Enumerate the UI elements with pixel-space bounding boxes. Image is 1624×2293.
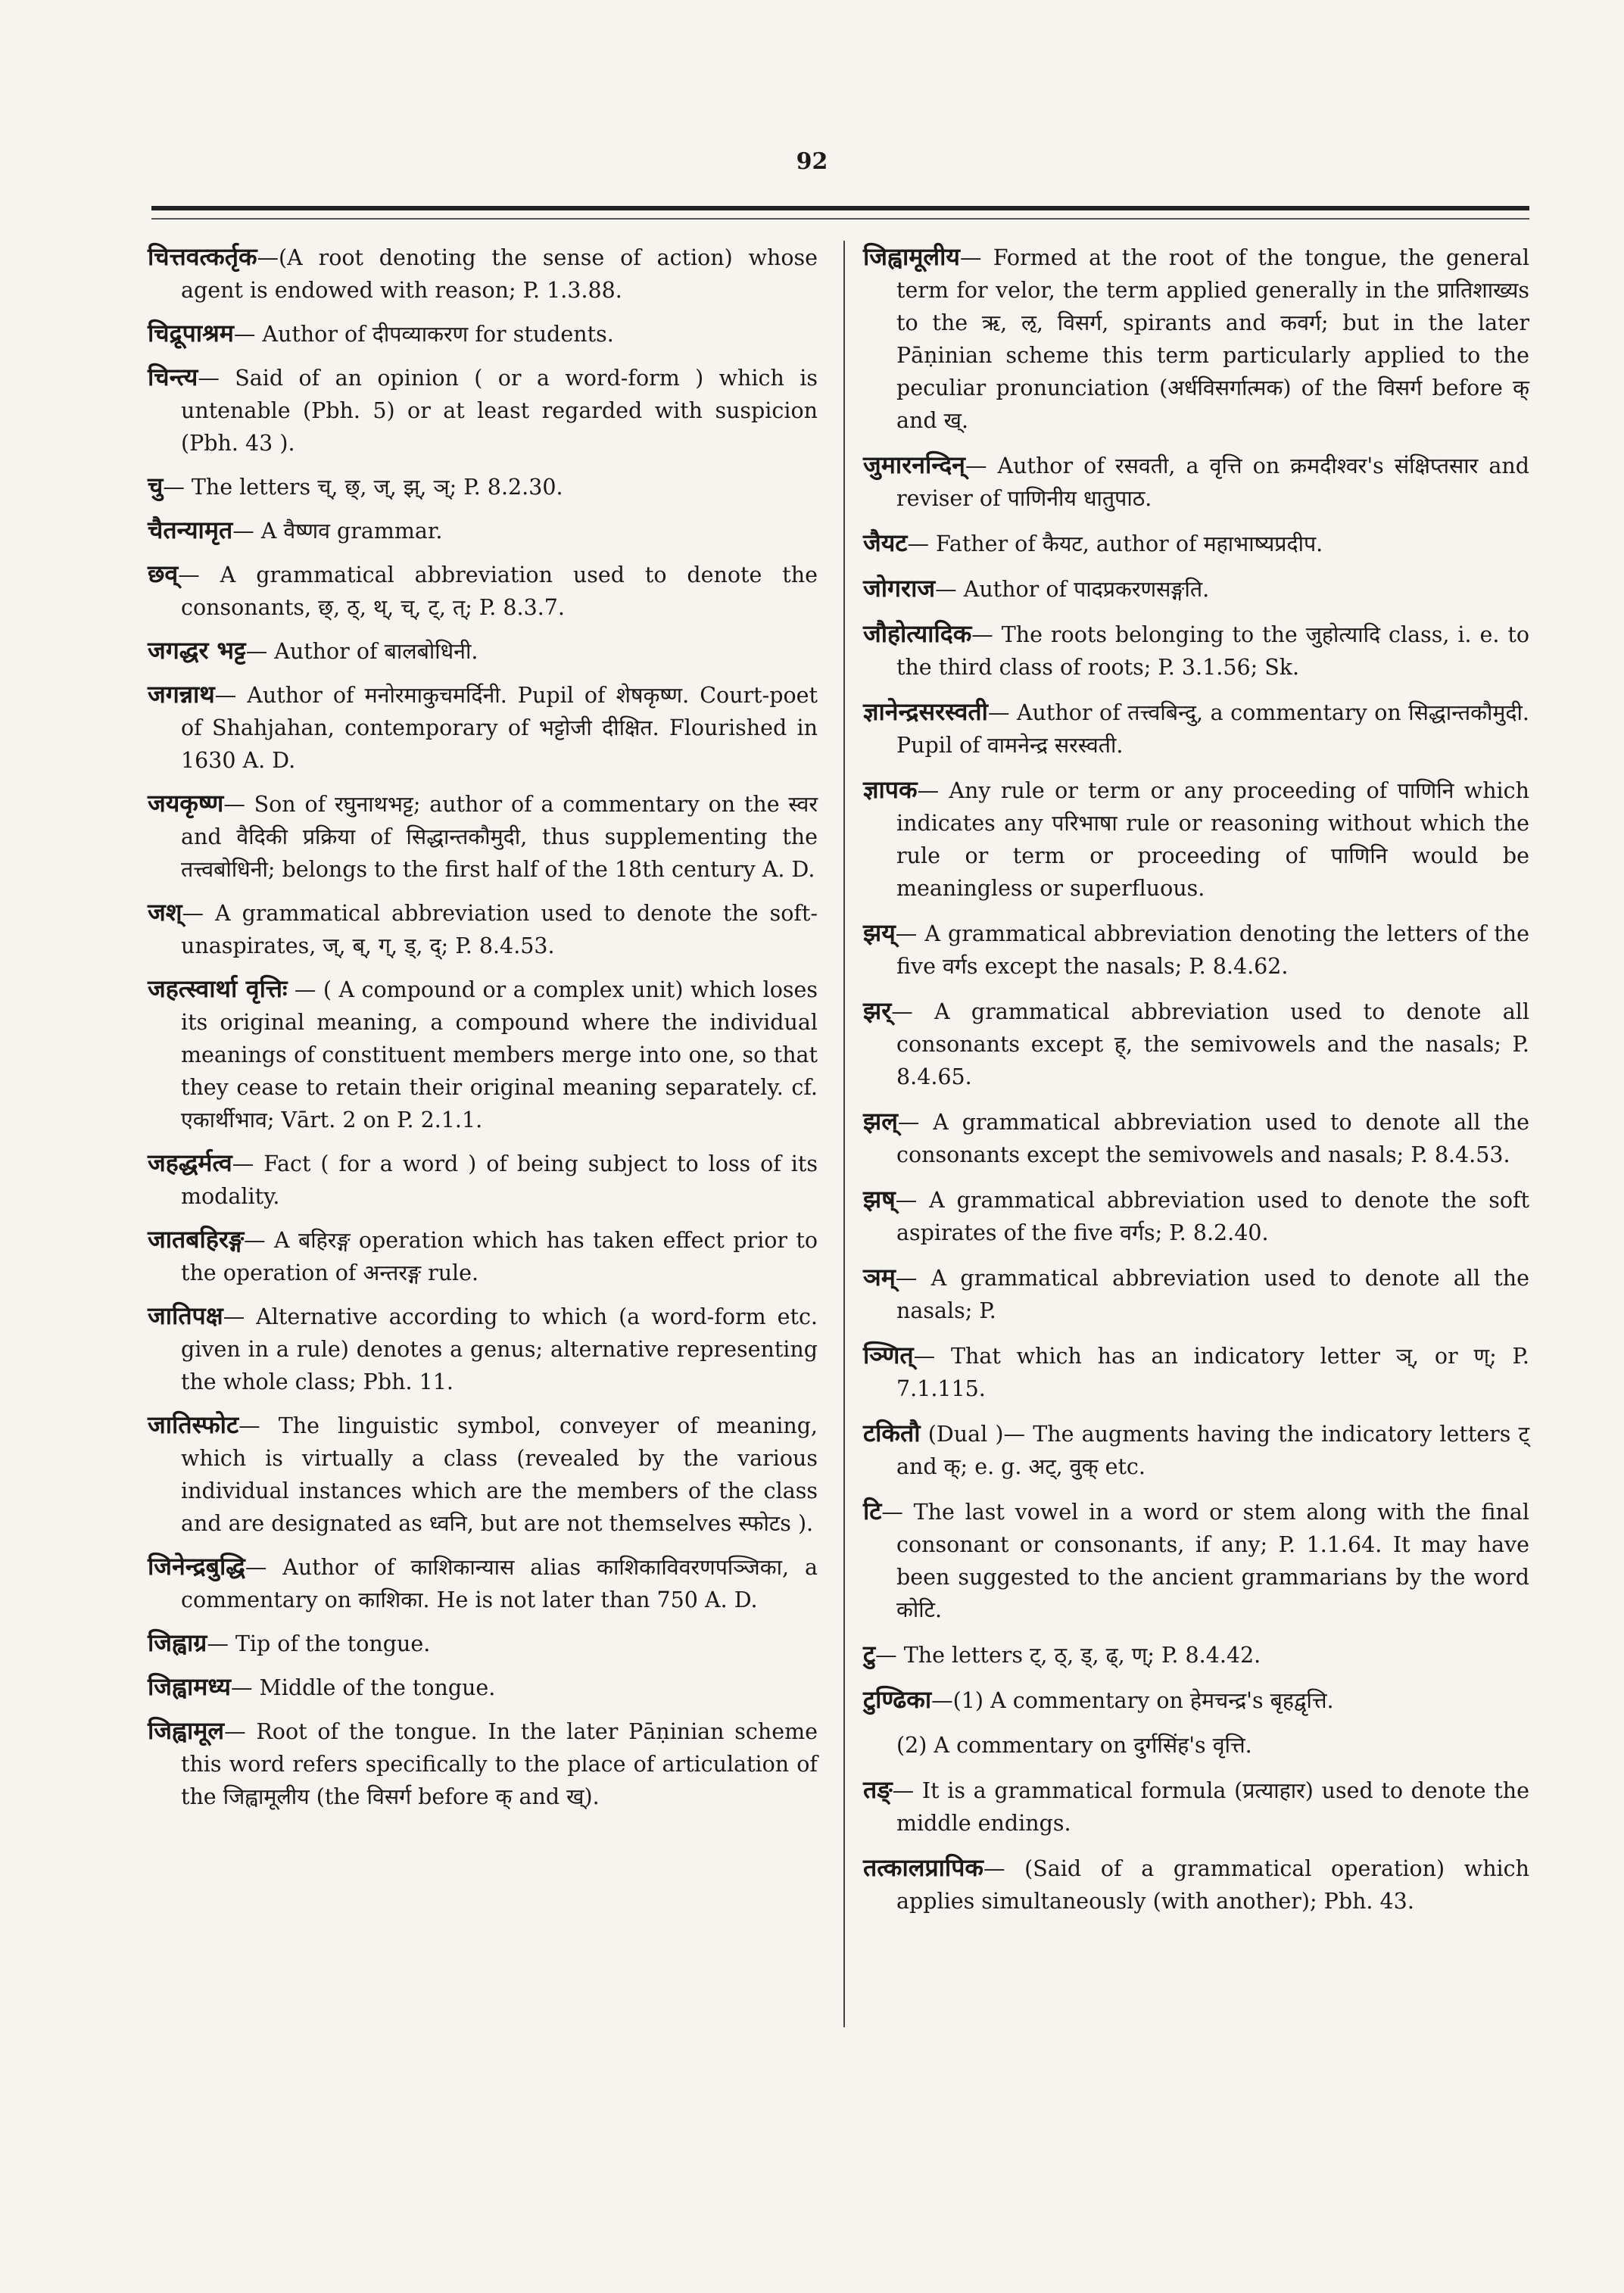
entry-definition: — The letters ट्, ठ्, ड्, ढ्, ण्; P. 8.4.42. (875, 1643, 1261, 1668)
header-rule-thick (151, 206, 1529, 210)
dictionary-entry (863, 1339, 1529, 1405)
entry-headword: जैयट (863, 528, 908, 557)
entry-headword: जगद्धर भट्ट (148, 636, 246, 665)
entry-definition: — A grammatical abbreviation used to denote all the consonants except the semivowels and nasals; P. 8.4.53. (896, 1110, 1529, 1167)
entry-definition: — Any rule or term or any proceeding of पाणिनि which indicates any परिभाषा rule or reasoning without which the rule or term or proceeding of पाणिनि would be meaningless or superfluous. (896, 778, 1529, 901)
entry-headword: टु (863, 1640, 876, 1668)
entry-headword: जातिपक्ष (148, 1301, 223, 1330)
entry-definition: — Author of पादप्रकरणसङ्गति. (935, 577, 1210, 602)
entry-headword: तङ् (863, 1775, 893, 1804)
entry-headword: टि (863, 1497, 882, 1525)
dictionary-entry (148, 1409, 818, 1540)
entry-headword: जहद्धर्मत्व (148, 1148, 232, 1177)
entry-definition: — The letters च्, छ्, ज्, झ्, ञ्; P. 8.2.30. (163, 475, 563, 500)
entry-headword: जिनेन्द्रबुद्धि (148, 1552, 245, 1581)
entry-definition: — Root of the tongue. In the later Pāṇinian scheme this word refers specifically to the place of articulation of the जिह्वामूलीय (the विसर्ग before क् and ख्). (181, 1719, 818, 1809)
entry-headword: तत्कालप्रापिक (863, 1853, 983, 1882)
entry-headword: चिन्त्य (148, 363, 198, 391)
dictionary-entry (863, 917, 1529, 983)
dictionary-entry (148, 1550, 818, 1616)
dictionary-entry (863, 1684, 1529, 1717)
entry-headword: जिह्वामध्य (148, 1672, 231, 1701)
dictionary-entry (148, 514, 818, 547)
entry-definition: — A grammatical abbreviation used to denote the soft aspirates of the five वर्गs; P. 8.2.40. (895, 1188, 1529, 1245)
entry-definition: — It is a grammatical formula (प्रत्याहार) used to denote the middle endings. (892, 1778, 1529, 1836)
right-column (863, 241, 1529, 1930)
dictionary-entry (148, 1715, 818, 1813)
entry-headword: चित्तवत्कर्तृक (148, 242, 257, 271)
entry-headword: जहत्स्वार्था वृत्तिः (148, 974, 288, 1003)
entry-definition: — The linguistic symbol, conveyer of meaning, which is virtually a class (revealed by the various individual instances which are the members of the class and are designated as ध्वनि, but are not themselves स्फोटs ). (181, 1413, 818, 1536)
entry-definition: — ( A compound or a complex unit) which loses its original meaning, a compound where the individual meanings of constituent members merge into one, so that they cease to retain their original meaning separately. cf. एकार्थीभाव; Vārt. 2 on P. 2.1.1. (181, 977, 818, 1132)
entry-definition: —(1) A commentary on हेमचन्द्र's बृहद्वृत्ति. (931, 1688, 1334, 1713)
entry-headword: जिह्वामूलीय (863, 242, 960, 271)
entry-definition: — A वैष्णव grammar. (232, 519, 443, 544)
entry-definition: — Author of तत्त्वबिन्दु, a commentary on सिद्धान्तकौमुदी. Pupil of वामनेन्द्र सरस्वती. (896, 700, 1529, 758)
dictionary-entry (148, 317, 818, 350)
column-divider (843, 241, 845, 2027)
entry-headword: चु (148, 472, 164, 500)
dictionary-entry (863, 1774, 1529, 1840)
entry-headword: जातबहिरङ्ग (148, 1225, 245, 1254)
dictionary-entry (148, 1627, 818, 1660)
dictionary-entry (863, 572, 1529, 606)
entry-headword: जिह्वामूल (148, 1716, 225, 1745)
entry-headword: चैतन्यामृत (148, 516, 233, 544)
entry-definition: — Son of रघुनाथभट्ट; author of a commentary on the स्वर and वैदिकी प्रक्रिया of सिद्धान्तकौमुदी, thus supplementing the तत्त्वबोधिनी; belongs to the first half of the 18th century A. D. (181, 792, 818, 882)
entry-headword: टकितौ (863, 1419, 921, 1447)
entry-headword: झर् (863, 996, 892, 1025)
dictionary-entry (863, 1261, 1529, 1327)
dictionary-entry (863, 1852, 1529, 1918)
entry-definition: — That which has an indicatory letter ञ्, or ण्; P. 7.1.115. (896, 1344, 1529, 1401)
entry-definition: — Tip of the tongue. (207, 1631, 431, 1656)
entry-headword: जातिस्फोट (148, 1410, 239, 1439)
dictionary-entry (863, 1495, 1529, 1626)
dictionary-entry (148, 634, 818, 668)
entry-headword: जौहोत्यादिक (863, 619, 972, 648)
dictionary-entry (148, 1147, 818, 1213)
entry-definition: — (Said of a grammatical operation) which applies simultaneously (with another); Pbh. 43. (896, 1856, 1529, 1914)
entry-headword: जुमारनन्दिन् (863, 450, 965, 479)
dictionary-entry (148, 678, 818, 777)
dictionary-entry (148, 241, 818, 307)
entry-definition: — Author of मनोरमाकुचमर्दिनी. Pupil of शेषकृष्ण. Court-poet of Shahjahan, contemporary of भट्टोजी दीक्षित. Flourished in 1630 A. D. (181, 683, 818, 773)
dictionary-entry (863, 995, 1529, 1093)
dictionary-entry (863, 618, 1529, 684)
entry-headword: झय् (863, 918, 896, 947)
entry-definition: — A grammatical abbreviation used to denote the consonants, छ्, ठ्, थ्, च्, ट्, त्; P. 8.3.7. (178, 562, 818, 620)
entry-headword: जोगराज (863, 574, 936, 603)
dictionary-entry (148, 787, 818, 886)
entry-definition: — Author of रसवती, a वृत्ति on क्रमदीश्वर's संक्षिप्तसार and reviser of पाणिनीय धातुपाठ. (896, 453, 1529, 511)
entry-headword: ञ्णित् (863, 1341, 914, 1369)
dictionary-entry (148, 896, 818, 962)
entry-definition: — Author of काशिकान्यास alias काशिकाविवरणपञ्जिका, a commentary on काशिका. He is not later than 750 A. D. (181, 1555, 818, 1612)
dictionary-entry (863, 774, 1529, 905)
dictionary-entry (148, 1223, 818, 1289)
entry-headword: चिद्रूपाश्रम (148, 319, 234, 347)
entry-definition: — A grammatical abbreviation used to denote the soft-unaspirates, ज्, ब्, ग्, ड्, द्; P. 8.4.53. (181, 901, 818, 958)
entry-headword: छव् (148, 559, 179, 588)
dictionary-entry (863, 241, 1529, 437)
dictionary-entry (148, 1300, 818, 1398)
entry-definition: — Author of बालबोधिनी. (245, 639, 478, 664)
dictionary-entry (863, 1105, 1529, 1171)
dictionary-entry (863, 1417, 1529, 1483)
dictionary-entry (863, 527, 1529, 560)
dictionary-entry (863, 1638, 1529, 1671)
entry-headword: ज्ञानेन्द्रसरस्वती (863, 697, 988, 726)
entry-definition: (Dual )— The augments having the indicatory letters ट् and क्; e. g. अट्, वुक् etc. (896, 1422, 1529, 1479)
page-number: 92 (796, 148, 828, 175)
entry-definition: — A grammatical abbreviation denoting the letters of the five वर्गs except the nasals; P. 8.4.62. (895, 921, 1529, 979)
entry-definition: — Alternative according to which (a word-form etc. given in a rule) denotes a genus; alternative representing the whole class; Pbh. 11. (181, 1304, 818, 1394)
left-column (148, 241, 818, 1824)
dictionary-entry (148, 470, 818, 503)
entry-definition: — Author of दीपव्याकरण for students. (233, 322, 614, 347)
entry-definition: — The roots belonging to the जुहोत्यादि class, i. e. to the third class of roots; P. 3.1.56; Sk. (896, 622, 1529, 680)
entry-headword: टुण्ढिका (863, 1685, 932, 1714)
entry-headword: ञम् (863, 1263, 896, 1291)
entry-definition: —(A root denoting the sense of action) whose agent is endowed with reason; P. 1.3.88. (181, 245, 818, 303)
entry-headword: जगन्नाथ (148, 680, 215, 709)
entry-definition: — Father of कैयट, author of महाभाष्यप्रदीप. (907, 531, 1323, 556)
entry-definition: — The last vowel in a word or stem along with the final consonant or consonants, if any; P. 1.1.64. It may have been suggested to the ancient grammarians by the word कोटि. (881, 1500, 1529, 1622)
entry-headword: जश् (148, 898, 182, 927)
dictionary-entry (863, 1729, 1529, 1762)
entry-definition: — Formed at the root of the tongue, the general term for velor, the term applied generally in the प्रातिशाख्यs to the ऋ, ऌ, विसर्ग, spirants and कवर्ग; but in the later Pāṇinian scheme this term particularly applied to the peculiar pronunciation (अर्धविसर्गात्मक) of the विसर्ग before क् and ख्. (896, 245, 1529, 433)
entry-definition: — A grammatical abbreviation used to denote all consonants except ह्, the semivowels and the nasals; P. 8.4.65. (891, 999, 1529, 1089)
entry-definition: — A grammatical abbreviation used to denote all the nasals; P. (895, 1266, 1529, 1323)
dictionary-entry (863, 449, 1529, 515)
entry-headword: ज्ञापक (863, 775, 918, 804)
dictionary-entry (863, 1183, 1529, 1249)
dictionary-entry (148, 973, 818, 1136)
entry-headword: जिह्वाग्र (148, 1628, 207, 1657)
header-rule-thin (151, 218, 1529, 220)
entry-headword: झष् (863, 1185, 896, 1213)
dictionary-entry (148, 1671, 818, 1704)
entry-headword: जयकृष्ण (148, 789, 224, 818)
dictionary-entry (148, 558, 818, 624)
entry-definition: — Said of an opinion ( or a word-form ) which is untenable (Pbh. 5) or at least regarded with suspicion (Pbh. 43 ). (181, 366, 818, 456)
entry-definition: — A बहिरङ्ग operation which has taken effect prior to the operation of अन्तरङ्ग rule. (181, 1228, 818, 1285)
entry-headword: झल् (863, 1107, 898, 1136)
dictionary-entry (148, 361, 818, 460)
entry-definition: — Fact ( for a word ) of being subject to loss of its modality. (181, 1151, 818, 1209)
entry-definition: — Middle of the tongue. (230, 1675, 496, 1700)
entry-definition: (2) A commentary on दुर्गसिंह's वृत्ति. (896, 1733, 1252, 1758)
dictionary-entry (863, 696, 1529, 762)
